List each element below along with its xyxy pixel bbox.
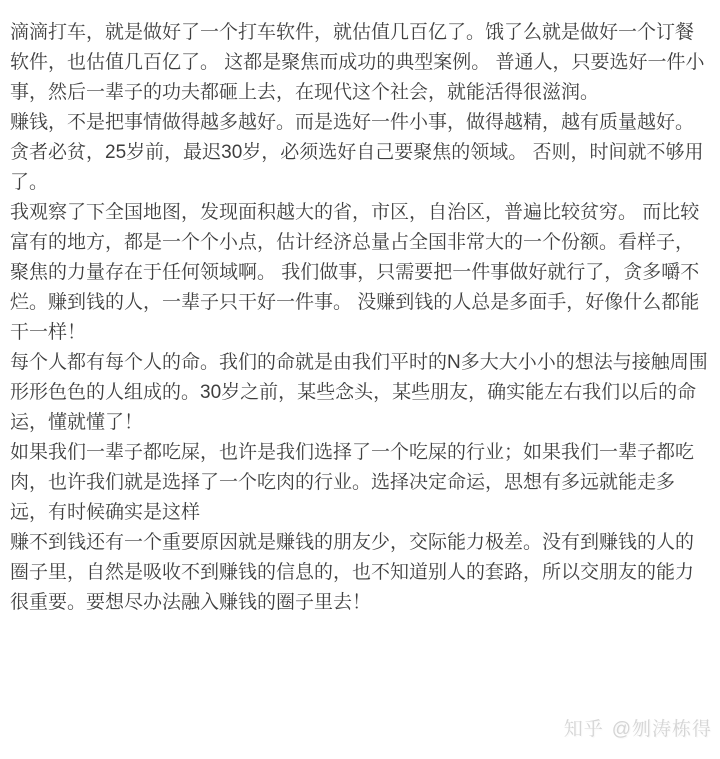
paragraph-didi-focus: 滴滴打车，就是做好了一个打车软件，就估值几百亿了。饿了么就是做好一个订餐软件，也估值几百亿了。 这都是聚焦而成功的典型案例。 普通人，只要选好一件小事，然后一辈子的功夫都砸上去，在现代这个社会，就能活得很滋润。: [10, 22, 705, 103]
paragraph-fate: 每个人都有每个人的命。我们的命就是由我们平时的N多大大小小的想法与接触周围形形色色的人组成的。30岁之前，某些念头，某些朋友，确实能左右我们以后的命运，懂就懂了！: [10, 352, 708, 433]
paragraph-map-observation: 我观察了下全国地图，发现面积越大的省，市区，自治区，普遍比较贫穷。 而比较富有的地方，都是一个个小点，估计经济总量占全国非常大的一个份额。看样子，聚焦的力量存在于任何领域啊。 我们做事，只需要把一件事做好就行了，贪多嚼不烂。赚到钱的人，一辈子只干好一件事。 没赚到钱的人总是多面手，好像什么都能干一样！: [10, 202, 700, 343]
paragraph-make-money: 赚钱，不是把事情做得越多越好。而是选好一件小事，做得越精，越有质量越好。 贪者必贫，25岁前，最迟30岁，必须选好自己要聚焦的领域。 否则，时间就不够用了。: [10, 112, 704, 193]
paragraph-social-circle: 赚不到钱还有一个重要原因就是赚钱的朋友少，交际能力极差。没有到赚钱的人的圈子里，自然是吸收不到赚钱的信息的，也不知道别人的套路，所以交朋友的能力很重要。要想尽办法融入赚钱的圈子里去！: [10, 532, 695, 613]
zhihu-watermark: [564, 714, 712, 741]
zhihu-logo-text: 知乎: [563, 719, 604, 740]
author-handle: @刎涛栋得: [611, 719, 712, 740]
paragraph-choice: 如果我们一辈子都吃屎，也许是我们选择了一个吃屎的行业；如果我们一辈子都吃肉，也许我们就是选择了一个吃肉的行业。选择决定命运，思想有多远就能走多远，有时候确实是这样: [10, 442, 695, 523]
